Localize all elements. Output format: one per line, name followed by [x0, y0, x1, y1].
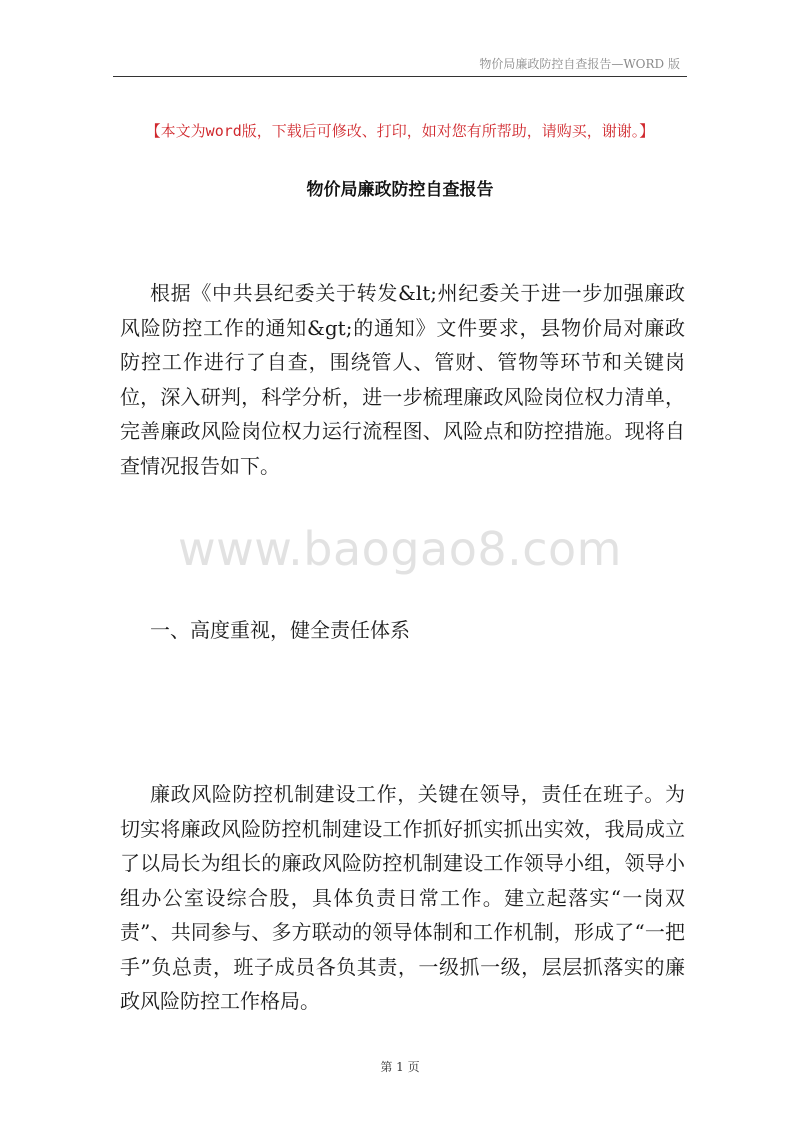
document-title: 物价局廉政防控自查报告: [306, 180, 494, 200]
running-header: 物价局廉政防控自查报告—WORD 版: [479, 57, 680, 71]
purchase-notice: 【本文为word版，下载后可修改、打印，如对您有所帮助，请购买，谢谢。】: [145, 122, 655, 140]
page-number: 第 1 页: [380, 1060, 420, 1074]
header-divider: [113, 76, 687, 77]
body-paragraph-2: 廉政风险防控机制建设工作，关键在领导，责任在班子。为切实将廉政风险防控机制建设工作抓好抓实抓出实效，我局成立了以局长为组长的廉政风险防控机制建设工作领导小组，领导小组办公室设综合股，具体负责日常工作。建立起落实“一岗双责”、共同参与、多方联动的领导体制和工作机制，形成了“一把手”负总责，班子成员各负其责，一级抓一级，层层抓落实的廉政风险防控工作格局。: [120, 782, 685, 1013]
watermark: www.baogao8.com: [178, 522, 622, 576]
body-paragraph-1: 根据《中共县纪委关于转发&lt;州纪委关于进一步加强廉政风险防控工作的通知&gt;的通知》文件要求，县物价局对廉政防控工作进行了自查，围绕管人、管财、管物等环节和关键岗位，深入研判，科学分析，进一步梳理廉政风险岗位权力清单，完善廉政风险岗位权力运行流程图、风险点和防控措施。现将自查情况报告如下。: [120, 281, 685, 478]
section-heading-1: 一、高度重视，健全责任体系: [150, 618, 410, 642]
